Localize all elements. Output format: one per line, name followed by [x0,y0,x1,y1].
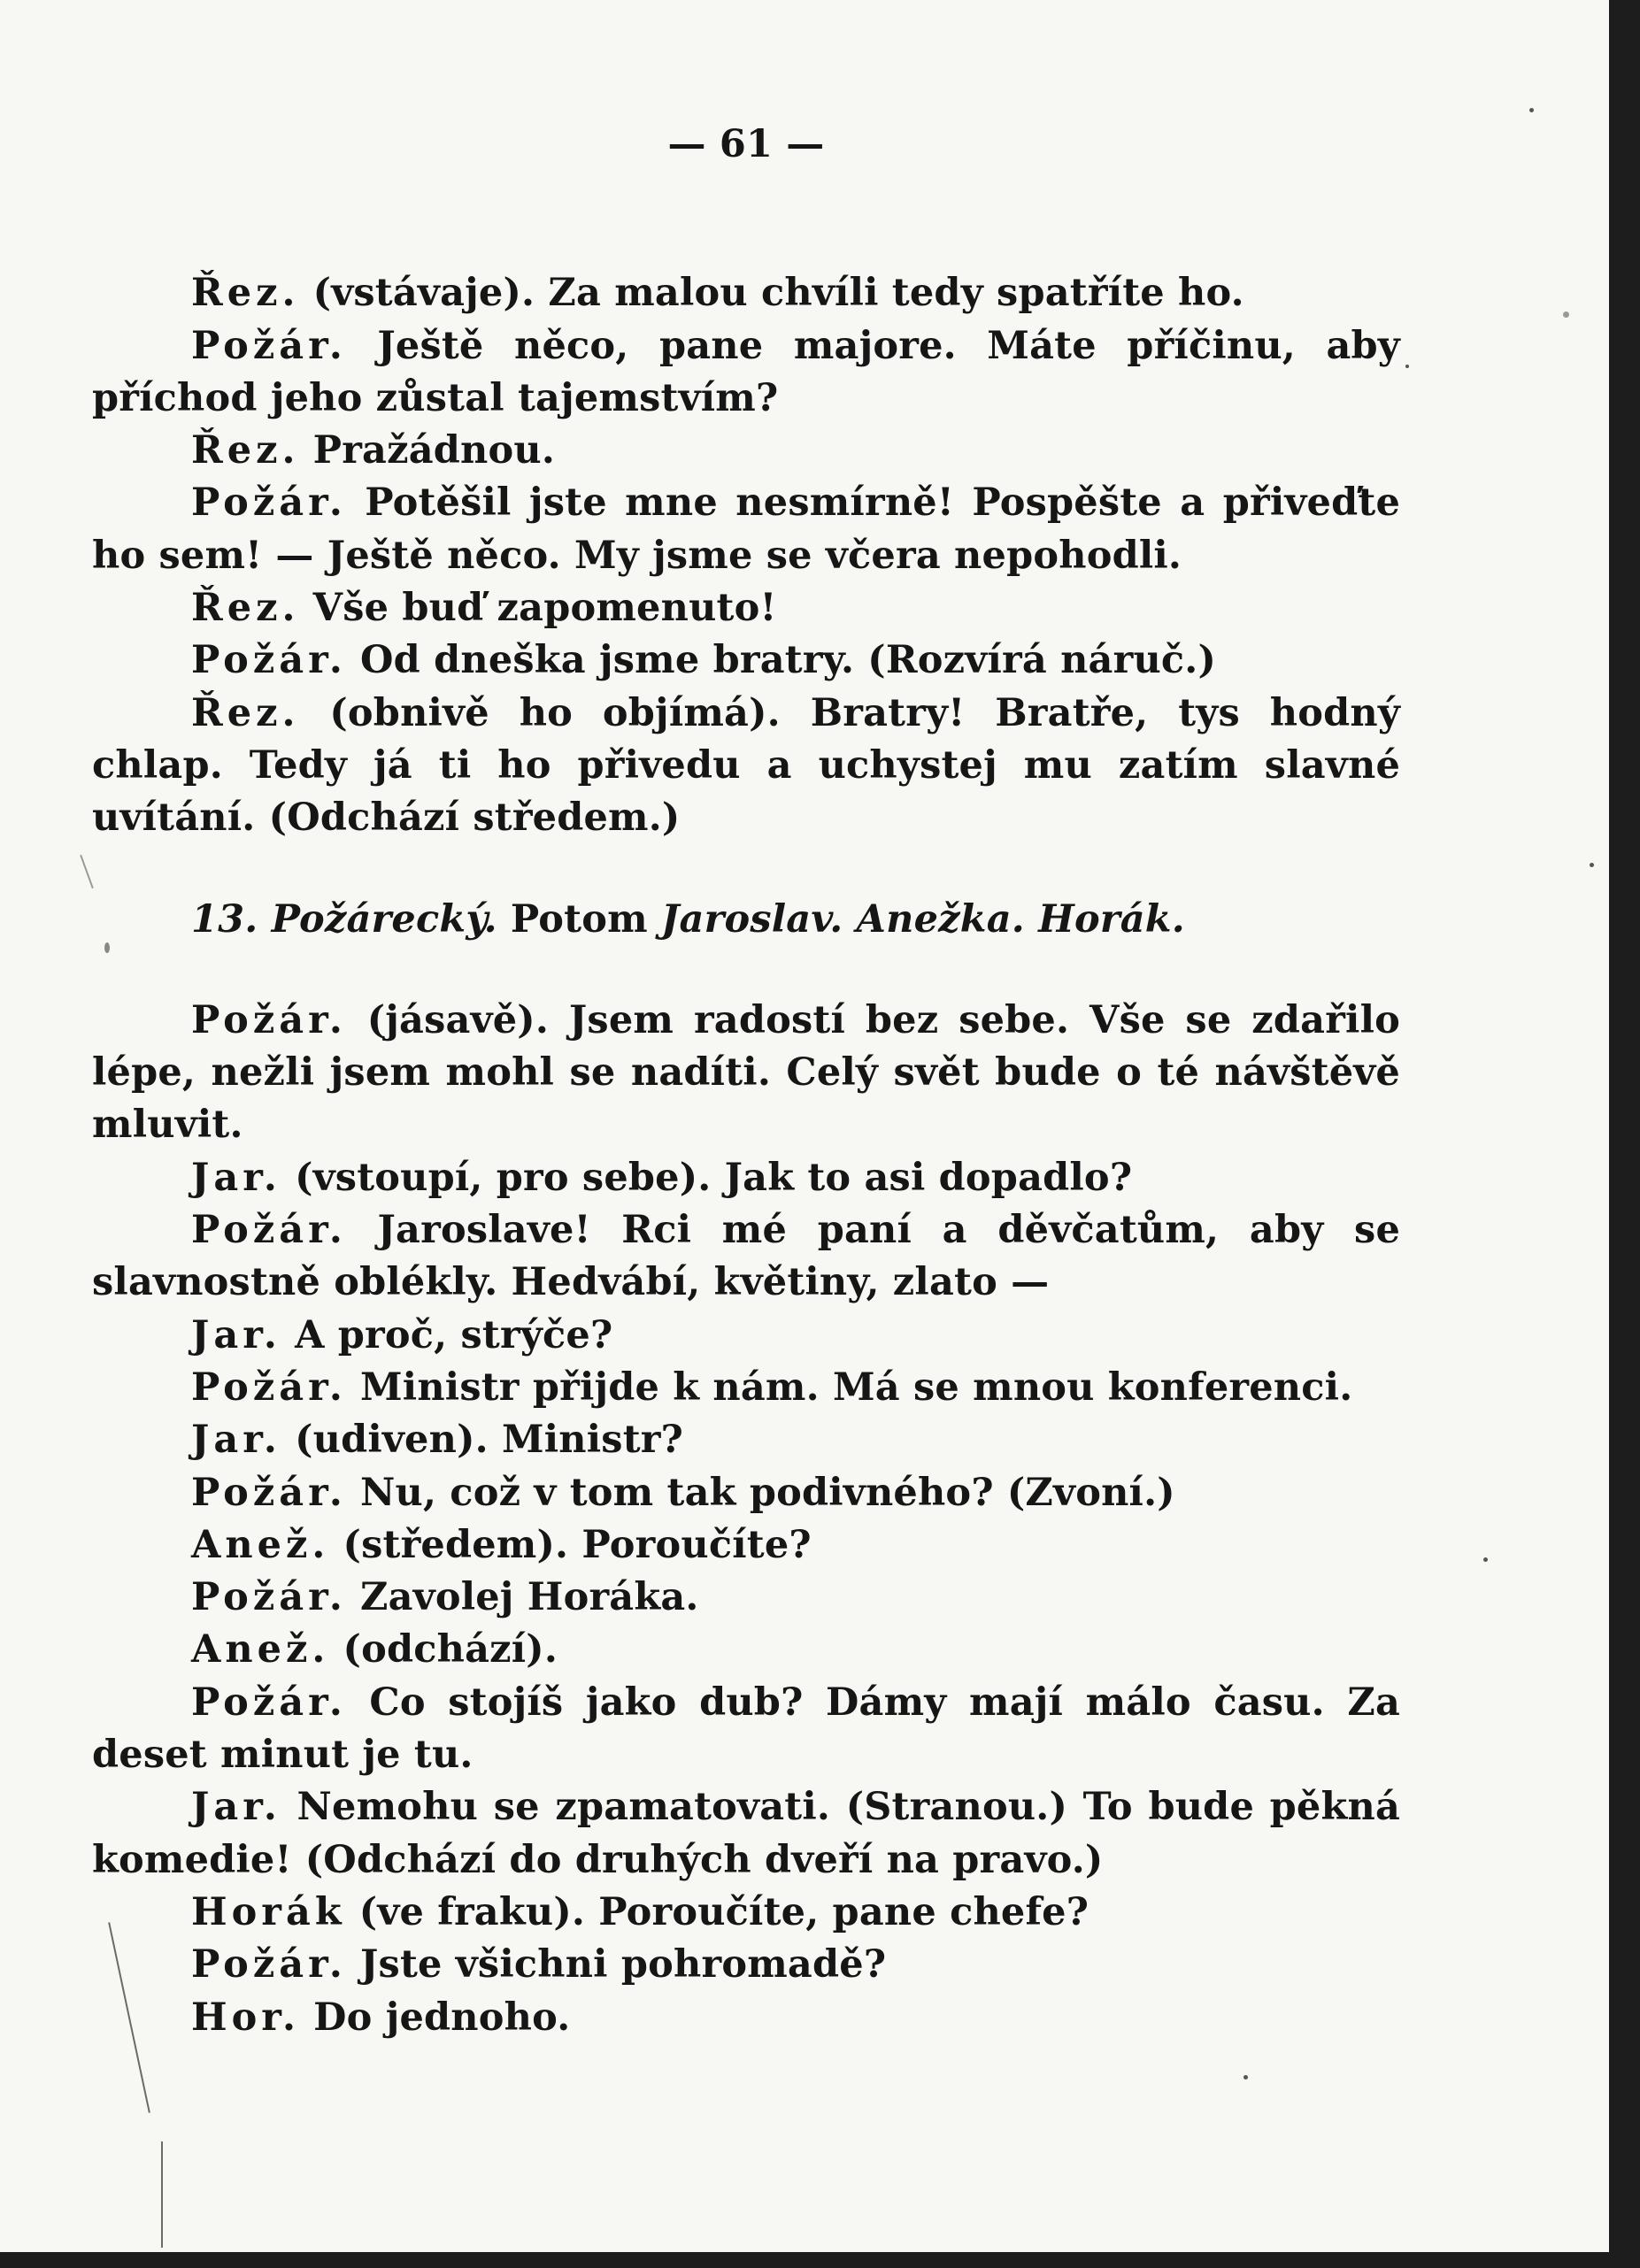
line-text: A proč, strýče? [295,1312,613,1357]
dialogue-line [92,1414,1400,1466]
scene-first-character: Požárecký. [271,896,497,942]
line-text: Do jednoho. [313,1995,571,2040]
scan-speck [1483,1557,1488,1562]
scene-connector: Potom [510,896,648,942]
dialogue-line [92,995,1400,1152]
speaker: Anež. [191,1627,330,1672]
speaker: Řez. [191,271,300,316]
speaker: Požár. [191,1208,347,1253]
dialogue-line [92,1677,1400,1782]
speaker: Horák [191,1889,346,1934]
scan-speck [1563,311,1569,318]
scan-speck [1590,863,1594,867]
line-text: Nu, což v tom tak podivného? (Zvoní.) [360,1470,1175,1515]
dialogue-line [92,1887,1400,1939]
speaker: Jar. [191,1785,281,1830]
line-text: Pražádnou. [312,428,556,473]
page-number: — 61 — [667,122,825,166]
line-text: Od dneška jsme bratry. (Rozvírá náruč.) [360,638,1217,683]
speaker: Požár. [191,481,347,526]
dialogue-line [92,1519,1400,1572]
dialogue-line [92,425,1400,477]
scan-speck [1243,2075,1248,2080]
speaker: Požár. [191,1680,347,1725]
speaker: Jar. [191,1155,281,1200]
line-text: (vstávaje). Za malou chvíli tedy spatříte ho. [312,271,1244,316]
speaker: Jar. [191,1312,281,1357]
dialogue-line [92,477,1400,582]
speaker: Anež. [191,1522,330,1567]
scene-characters: Jaroslav. Anežka. Horák. [661,896,1185,942]
speaker: Požár. [191,1470,347,1515]
page-content [92,119,1400,2044]
speaker: Požár. [191,1365,347,1410]
speaker: Jar. [191,1418,281,1463]
speaker: Hor. [191,1995,300,2040]
dialogue-line [92,1467,1400,1519]
line-text: Vše buď zapomenuto! [312,586,777,631]
dialogue-line [92,1992,1400,2044]
line-text: (středem). Poroučíte? [343,1522,812,1567]
dialogue-line [92,1572,1400,1624]
dialogue-line [92,1624,1400,1676]
line-text: Ještě něco, pane majore. Máte příčinu, aby příchod jeho zůstal tajemstvím? [92,323,1400,420]
line-text: Potěšil jste mne nesmírně! Pospěšte a přiveďte ho sem! — Ještě něco. My jsme se včera nepohodli. [92,481,1400,578]
speaker: Řez. [191,690,300,735]
speaker: Řez. [191,428,300,473]
scan-speck [1529,108,1534,112]
dialogue-line [92,634,1400,687]
scan-border-bottom [0,2252,1640,2268]
scan-border-right [1609,0,1640,2268]
scan-scratch [161,2141,163,2248]
dialogue-line [92,1310,1400,1362]
line-text: Jste všichni pohromadě? [360,1942,887,1987]
dialogue-line [92,688,1400,845]
line-text: (obnivě ho objímá). Bratry! Bratře, tys hodný chlap. Tedy já ti ho přivedu a uchystej mu zatím slavné uvítání. (Odchází středem.) [92,690,1401,841]
line-text: Co stojíš jako dub? Dámy mají málo času. Za deset minut je tu. [92,1680,1401,1778]
line-text: (odchází). [343,1627,558,1672]
line-text: Nemohu se zpamatovati. (Stranou.) To bude pěkná komedie! (Odchází do druhých dveří na pravo.) [92,1785,1401,1882]
scan-speck [1405,365,1409,368]
speaker: Požár. [191,323,347,368]
scene-heading [92,894,1400,946]
line-text: Zavolej Horáka. [360,1575,699,1620]
line-text: Ministr přijde k nám. Má se mnou konferenci. [360,1365,1353,1410]
speaker: Požár. [191,1575,347,1620]
line-text: (ve fraku). Poroučíte, pane chefe? [358,1889,1089,1934]
scene-number: 13. [191,896,258,942]
dialogue-line [92,582,1400,634]
dialogue-line [92,1152,1400,1204]
speaker: Požár. [191,997,347,1042]
dialogue-line [92,267,1400,319]
dialogue-line [92,1781,1400,1887]
line-text: (vstoupí, pro sebe). Jak to asi dopadlo? [295,1155,1133,1200]
dialogue-line [92,1204,1400,1310]
dialogue-line [92,1362,1400,1414]
line-text: (udiven). Ministr? [295,1418,684,1463]
speaker: Požár. [191,1942,347,1987]
speaker: Řez. [191,586,300,631]
scan-speck [104,942,110,953]
speaker: Požár. [191,638,347,683]
dialogue-line [92,1939,1400,1991]
dialogue-line [92,320,1400,426]
line-text: Jaroslave! Rci mé paní a děvčatům, aby se slavnostně oblékly. Hedvábí, květiny, zlato — [92,1208,1401,1305]
line-text: (jásavě). Jsem radostí bez sebe. Vše se zdařilo lépe, nežli jsem mohl se nadíti. Celý svět bude o té návštěvě mluvit. [92,997,1401,1148]
